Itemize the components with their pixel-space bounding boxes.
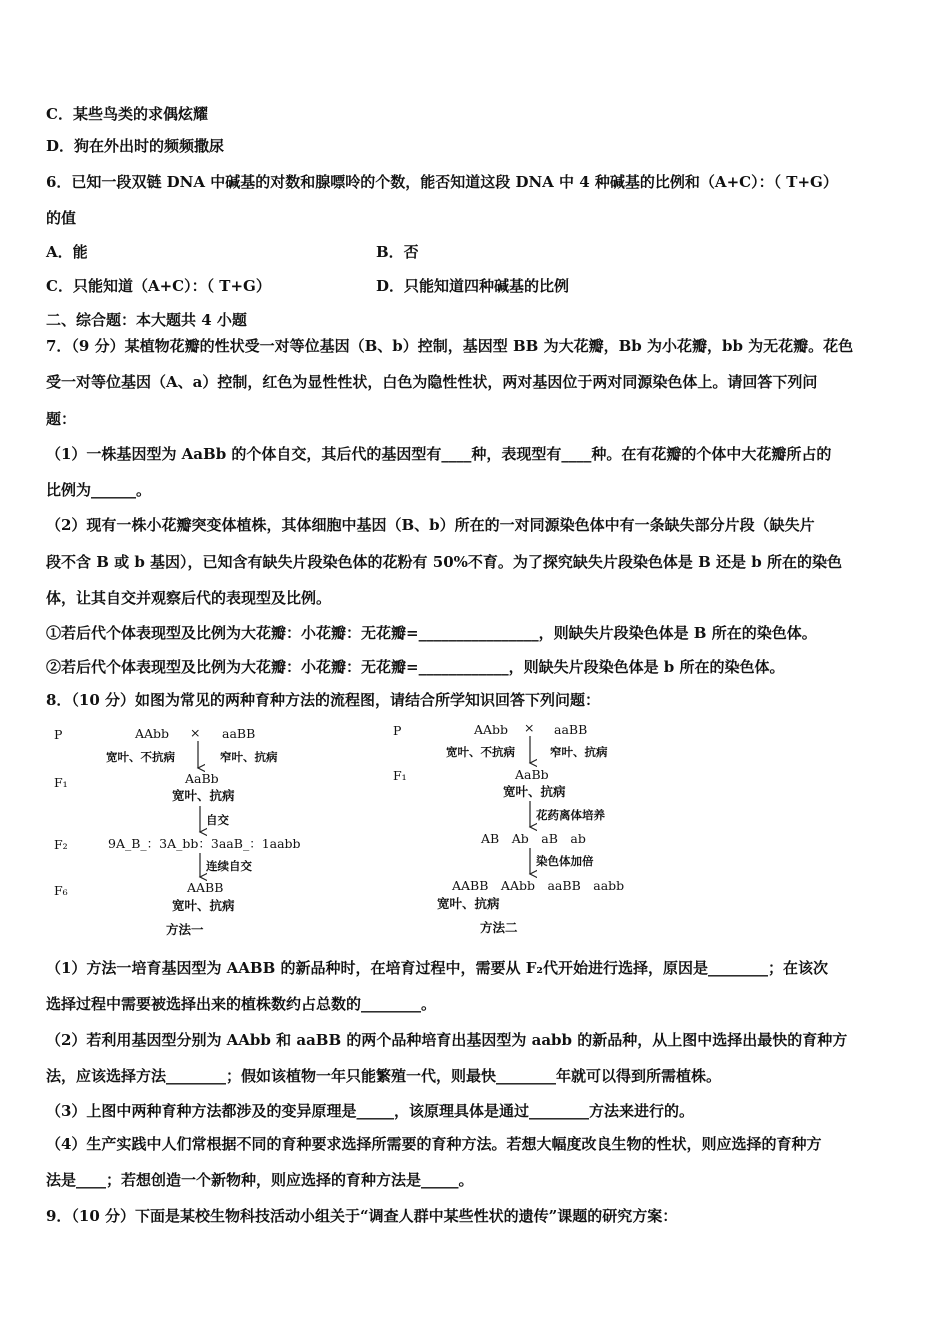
d2-parent2: aaBB bbox=[554, 722, 588, 737]
section2-heading: 二、综合题：本大题共 4 小题 bbox=[46, 311, 247, 329]
d2-trait2: 窄叶、抗病 bbox=[550, 745, 608, 759]
d2-step-anther-culture: 花药离体培养 bbox=[536, 808, 605, 822]
d1-trait1: 宽叶、不抗病 bbox=[106, 750, 175, 764]
q8-part3: （3）上图中两种育种方法都涉及的变异原理是_____，该原理具体是通过________方法来进行的。 bbox=[46, 1102, 694, 1120]
q8-stem: 8．（10 分）如图为常见的两种育种方法的流程图，请结合所学知识回答下列问题： bbox=[46, 691, 601, 709]
q8-part4-line2: 法是____；若想创造一个新物种，则应选择的育种方法是_____。 bbox=[46, 1171, 474, 1189]
d2-result-phenotype: 宽叶、抗病 bbox=[437, 896, 500, 911]
q7-line2: 受一对等位基因（A、a）控制，红色为显性性状，白色为隐性性状，两对基因位于两对同源染色体上。请回答下列问 bbox=[46, 373, 818, 391]
d1-f2-ratio: 9A_B_：3A_bb：3aaB_：1aabb bbox=[108, 836, 301, 851]
d1-step-continuous-selfing: 连续自交 bbox=[206, 859, 252, 873]
d1-parent2: aaBB bbox=[222, 726, 256, 741]
d2-parent1: AAbb bbox=[474, 722, 509, 737]
d1-f6-phenotype: 宽叶、抗病 bbox=[172, 898, 235, 913]
q9-stem: 9．（10 分）下面是某校生物科技活动小组关于“调查人群中某些性状的遗传”课题的研究方案： bbox=[46, 1207, 678, 1225]
d1-gen-p: P bbox=[54, 727, 63, 742]
q6-option-c: C．只能知道（A+C）：（ T+G） bbox=[46, 277, 271, 295]
q6-option-b: B．否 bbox=[376, 243, 419, 261]
q7-part2-line1: （2）现有一株小花瓣突变体植株，其体细胞中基因（B、b）所在的一对同源染色体中有一条缺失部分片段（缺失片 bbox=[46, 516, 815, 534]
q8-part1-line1: （1）方法一培育基因型为 AABB 的新品种时，在培育过程中，需要从 F₂代开始进行选择，原因是________；在该次 bbox=[46, 959, 828, 977]
q7-part1-line1: （1）一株基因型为 AaBb 的个体自交，其后代的基因型有____种，表现型有____种。在有花瓣的个体中大花瓣所占的 bbox=[46, 445, 832, 463]
q7-condition2: ②若后代个体表现型及比例为大花瓣：小花瓣：无花瓣=____________，则缺失片段染色体是 b 所在的染色体。 bbox=[46, 658, 785, 676]
d2-gen-p: P bbox=[393, 723, 402, 738]
d2-gen-f1: F₁ bbox=[393, 768, 407, 783]
q6-stem-line1: 6．已知一段双链 DNA 中碱基的对数和腺嘌呤的个数，能否知道这段 DNA 中 4 种碱基的比例和（A+C）：（ T+G） bbox=[46, 173, 838, 191]
d1-cross-symbol: × bbox=[190, 725, 201, 740]
d2-trait1: 宽叶、不抗病 bbox=[446, 745, 515, 759]
d1-parent1: AAbb bbox=[135, 726, 170, 741]
d1-gen-f2: F₂ bbox=[54, 837, 68, 852]
d2-result-genotypes: AABB AAbb aaBB aabb bbox=[452, 878, 625, 893]
d2-f1-genotype: AaBb bbox=[515, 767, 549, 782]
q6-option-a: A．能 bbox=[46, 243, 88, 261]
d1-f6-genotype: AABB bbox=[187, 880, 224, 895]
d1-step-selfing: 自交 bbox=[206, 813, 229, 827]
q7-line3: 题： bbox=[46, 410, 77, 428]
d2-cross-symbol: × bbox=[524, 720, 535, 735]
q5-option-c: C．某些鸟类的求偶炫耀 bbox=[46, 105, 208, 123]
q6-stem-line2: 的值 bbox=[46, 209, 77, 227]
q5-option-d: D．狗在外出时的频频撒尿 bbox=[46, 137, 225, 155]
d1-f1-genotype: AaBb bbox=[185, 771, 219, 786]
d2-step-chromosome-doubling: 染色体加倍 bbox=[536, 854, 594, 868]
q8-part2-line1: （2）若利用基因型分别为 AAbb 和 aaBB 的两个品种培育出基因型为 aabb 的新品种，从上图中选择出最快的育种方 bbox=[46, 1031, 848, 1049]
q8-part2-line2: 法，应该选择方法________；假如该植物一年只能繁殖一代，则最快________年就可以得到所需植株。 bbox=[46, 1067, 722, 1085]
q7-part2-line2: 段不含 B 或 b 基因），已知含有缺失片段染色体的花粉有 50%不育。为了探究缺失片段染色体是 B 还是 b 所在的染色 bbox=[46, 553, 842, 571]
d1-f1-phenotype: 宽叶、抗病 bbox=[172, 788, 235, 803]
d1-caption: 方法一 bbox=[166, 922, 204, 937]
q8-part1-line2: 选择过程中需要被选择出来的植株数约占总数的________。 bbox=[46, 995, 437, 1013]
q6-option-d: D．只能知道四种碱基的比例 bbox=[376, 277, 570, 295]
d2-f1-phenotype: 宽叶、抗病 bbox=[503, 784, 566, 799]
q7-line1: 7．（9 分）某植物花瓣的性状受一对等位基因（B、b）控制，基因型 BB 为大花瓣，Bb 为小花瓣，bb 为无花瓣。花色 bbox=[46, 337, 854, 355]
d1-gen-f6: F₆ bbox=[54, 883, 68, 898]
d1-gen-f1: F₁ bbox=[54, 775, 68, 790]
q7-part2-line3: 体，让其自交并观察后代的表现型及比例。 bbox=[46, 589, 332, 607]
q8-part4-line1: （4）生产实践中人们常根据不同的育种要求选择所需要的育种方法。若想大幅度改良生物的性状，则应选择的育种方 bbox=[46, 1135, 822, 1153]
d1-trait2: 窄叶、抗病 bbox=[220, 750, 278, 764]
q7-condition1: ①若后代个体表现型及比例为大花瓣：小花瓣：无花瓣=________________，则缺失片段染色体是 B 所在的染色体。 bbox=[46, 624, 817, 642]
d2-caption: 方法二 bbox=[480, 920, 518, 935]
d2-gametes: AB Ab aB ab bbox=[481, 831, 586, 846]
q7-part1-line2: 比例为______。 bbox=[46, 481, 152, 499]
